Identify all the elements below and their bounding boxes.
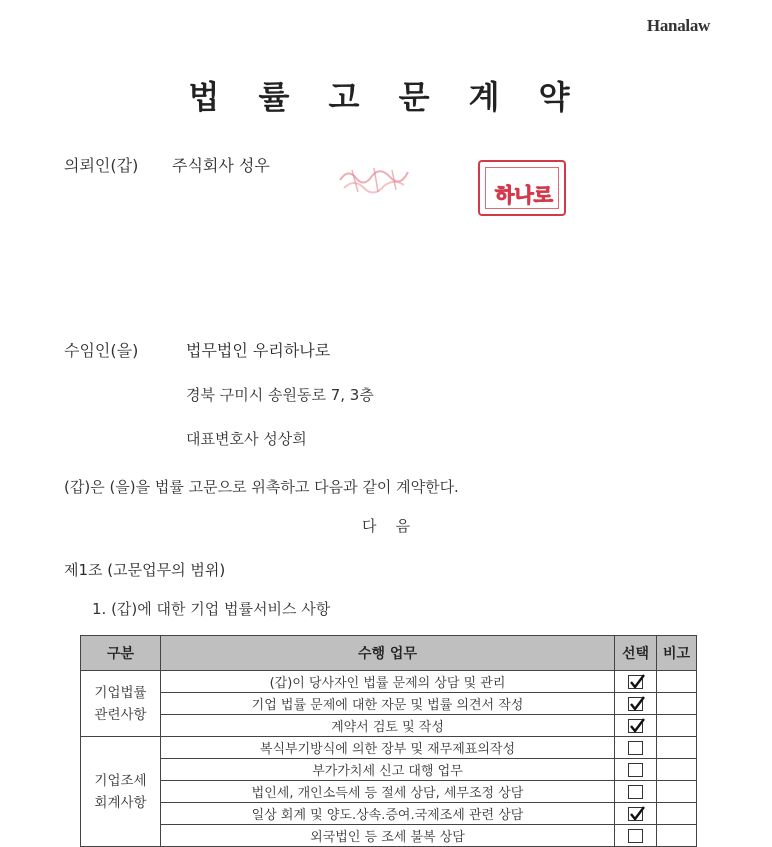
header-select: 선택 (615, 636, 657, 671)
category-cell: 기업법률 관련사항 (81, 671, 161, 737)
table-row (81, 781, 697, 803)
note-cell (657, 737, 697, 759)
client-name: 주식회사 성우 (172, 156, 270, 175)
task-cell: 일상 회계 및 양도.상속.증여.국제조세 관련 상담 (161, 803, 615, 825)
table-row (81, 825, 697, 847)
table-row (81, 693, 697, 715)
document-title: 법 률 고 문 계 약 (188, 78, 584, 116)
unchecked-box-icon[interactable] (628, 741, 643, 755)
service-table (80, 635, 697, 847)
select-cell (615, 825, 657, 847)
note-cell (657, 803, 697, 825)
intro-text: (갑)은 (을)을 법률 고문으로 위촉하고 다음과 같이 계약한다. (64, 478, 459, 496)
unchecked-box-icon[interactable] (628, 829, 643, 843)
select-cell (615, 781, 657, 803)
unchecked-box-icon[interactable] (628, 785, 643, 799)
select-cell (615, 693, 657, 715)
note-cell (657, 825, 697, 847)
note-cell (657, 671, 697, 693)
client-label: 의뢰인(갑) (64, 156, 139, 175)
task-cell: 계약서 검토 및 작성 (161, 715, 615, 737)
article-subheading: 1. (갑)에 대한 기업 법률서비스 사항 (92, 600, 331, 618)
unchecked-box-icon[interactable] (628, 763, 643, 777)
note-cell (657, 715, 697, 737)
select-cell (615, 737, 657, 759)
table-row (81, 803, 697, 825)
brand-logo: Hanalaw (646, 16, 710, 35)
checked-box-icon[interactable] (628, 675, 643, 689)
seal-lettering: 하나로 (495, 183, 553, 207)
checked-box-icon[interactable] (628, 697, 643, 711)
separator-text: 다 음 (361, 517, 411, 535)
note-cell (657, 693, 697, 715)
note-cell (657, 759, 697, 781)
contractor-address: 경북 구미시 송원동로 7, 3층 (186, 386, 374, 404)
table-row (81, 759, 697, 781)
task-cell: 법인세, 개인소득세 등 절세 상담, 세무조정 상담 (161, 781, 615, 803)
header-category: 구분 (81, 636, 161, 671)
header-note: 비고 (657, 636, 697, 671)
table-row (81, 671, 697, 693)
contractor-label: 수임인(을) (64, 341, 139, 360)
table-row (81, 737, 697, 759)
task-cell: 기업 법률 문제에 대한 자문 및 법률 의견서 작성 (161, 693, 615, 715)
task-cell: 부가가치세 신고 대행 업무 (161, 759, 615, 781)
select-cell (615, 803, 657, 825)
faint-seal-icon (334, 158, 412, 194)
table-row (81, 715, 697, 737)
task-cell: 외국법인 등 조세 불복 상담 (161, 825, 615, 847)
article-heading: 제1조 (고문업무의 범위) (64, 561, 226, 579)
table-header-row (81, 636, 697, 671)
select-cell (615, 671, 657, 693)
select-cell (615, 715, 657, 737)
company-seal-icon (478, 160, 566, 216)
header-task: 수행 업무 (161, 636, 615, 671)
task-cell: 복식부기방식에 의한 장부 및 재무제표의작성 (161, 737, 615, 759)
task-cell: (갑)이 당사자인 법률 문제의 상담 및 관리 (161, 671, 615, 693)
category-cell: 기업조세 회계사항 (81, 737, 161, 847)
select-cell (615, 759, 657, 781)
note-cell (657, 781, 697, 803)
contractor-name: 법무법인 우리하나로 (186, 341, 331, 360)
checked-box-icon[interactable] (628, 807, 643, 821)
checked-box-icon[interactable] (628, 719, 643, 733)
contractor-representative: 대표변호사 성상희 (186, 430, 307, 448)
